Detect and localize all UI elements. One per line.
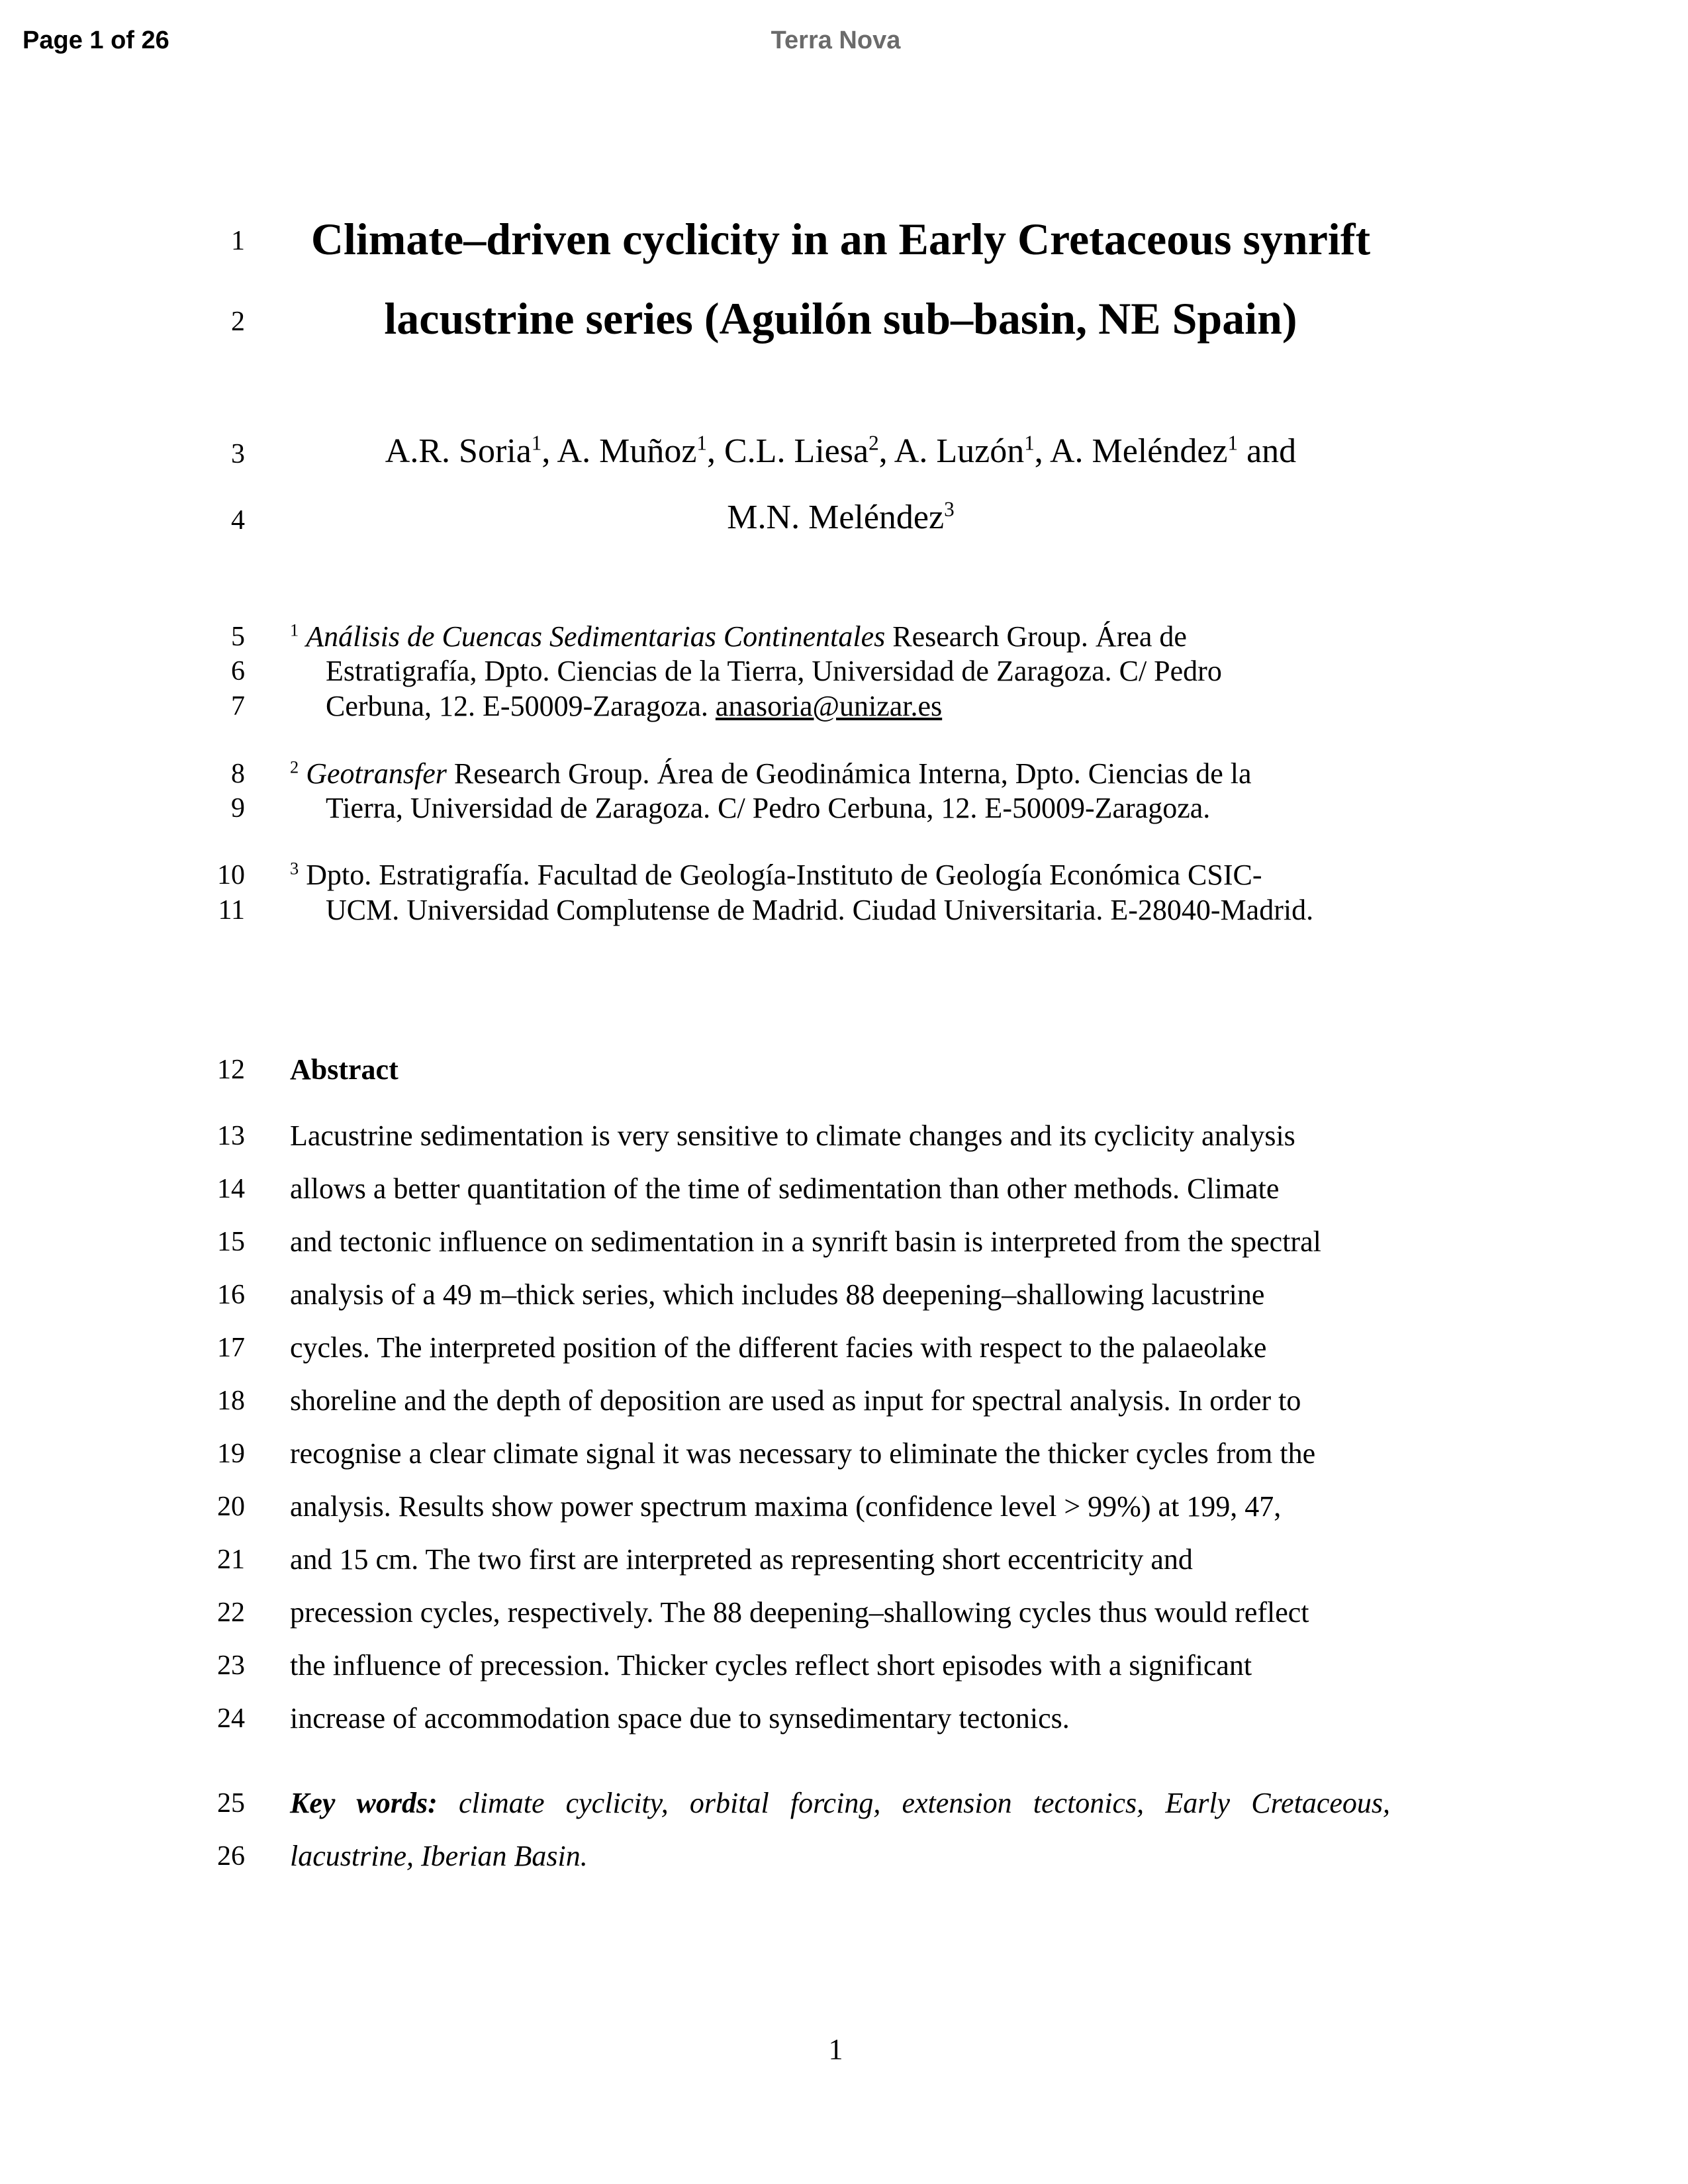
abstract-line: allows a better quantitation of the time of sedimentation than other methods. Climate [290,1172,1280,1205]
conjunction: and [1238,432,1297,470]
line-number: 25 [217,1788,245,1819]
line-number: 23 [217,1650,245,1681]
line-number: 22 [217,1597,245,1628]
line-number: 21 [217,1544,245,1575]
line-number: 26 [217,1841,245,1872]
abstract-line: cycles. The interpreted position of the different facies with respect to the palaeolake [290,1331,1267,1364]
separator: , [541,432,557,470]
line-number: 15 [217,1227,245,1257]
keywords-label: Key words: [290,1787,438,1819]
affiliation-mark: 3 [944,497,955,521]
title-line-2: lacustrine series (Aguilón sub–basin, NE Spain) [384,293,1297,344]
affiliation-1-line: Estratigrafía, Dpto. Ciencias de la Tierra, Universidad de Zaragoza. C/ Pedro [326,655,1222,687]
affiliation-mark: 1 [1024,431,1035,455]
authors-line-2 [285,498,1397,537]
affiliation-mark: 2 [290,757,299,777]
group-name: Geotransfer [306,757,447,790]
line-number: 6 [231,656,245,687]
separator: , [707,432,724,470]
line-number: 16 [217,1280,245,1310]
abstract-line: precession cycles, respectively. The 88 deepening–shallowing cycles thus would reflect [290,1596,1309,1629]
abstract-line: analysis of a 49 m–thick series, which includes 88 deepening–shallowing lacustrine [290,1278,1265,1311]
line-number: 9 [231,793,245,824]
page-indicator: Page 1 of 26 [23,26,169,54]
affiliation-3-line [290,858,1262,892]
affiliation-mark: 1 [1227,431,1239,455]
authors-line-1 [285,432,1397,471]
author-name: A. Luzón [894,432,1025,470]
separator: , [1034,432,1050,470]
line-number: 24 [217,1703,245,1734]
affiliation-text: Research Group. Área de Geodinámica Interna, Dpto. Ciencias de la [446,757,1252,790]
line-number: 14 [217,1174,245,1204]
abstract-line: increase of accommodation space due to synsedimentary tectonics. [290,1702,1070,1734]
abstract-line: Lacustrine sedimentation is very sensitive to climate changes and its cyclicity analysis [290,1119,1295,1152]
email-link[interactable]: anasoria@unizar.es [715,690,943,722]
keywords-text: climate cyclicity, orbital forcing, extension tectonics, Early Cretaceous, [437,1787,1390,1819]
affiliation-mark: 3 [290,858,299,878]
line-number: 12 [217,1055,245,1085]
affiliation-text: Dpto. Estratigrafía. Facultad de Geología-Instituto de Geología Económica CSIC- [306,859,1262,891]
title-line-1: Climate–driven cyclicity in an Early Cretaceous synrift [310,214,1371,264]
affiliation-2-line: Tierra, Universidad de Zaragoza. C/ Pedro Cerbuna, 12. E-50009-Zaragoza. [326,792,1211,824]
page-number: 1 [828,2033,843,2065]
affiliation-mark: 2 [868,431,879,455]
line-number: 11 [218,895,245,926]
journal-name: Terra Nova [771,26,901,54]
abstract-heading: Abstract [290,1053,399,1086]
line-number: 2 [231,307,245,337]
abstract-line: and tectonic influence on sedimentation in a synrift basin is interpreted from the spectral [290,1225,1321,1258]
author-name: M.N. Meléndez [727,499,945,536]
line-number: 13 [217,1121,245,1151]
affiliation-text: Research Group. Área de [885,620,1187,653]
abstract-line: the influence of precession. Thicker cycles reflect short episodes with a significant [290,1649,1252,1682]
line-number: 18 [217,1386,245,1416]
line-number: 4 [231,505,245,536]
line-number: 1 [231,226,245,256]
affiliation-mark: 1 [531,431,542,455]
abstract-line: recognise a clear climate signal it was necessary to eliminate the thicker cycles from the [290,1437,1316,1470]
author-name: A. Meléndez [1049,432,1228,470]
line-number: 17 [217,1333,245,1363]
affiliation-mark: 1 [696,431,707,455]
abstract-line: and 15 cm. The two first are interpreted as representing short eccentricity and [290,1543,1193,1576]
author-name: C.L. Liesa [724,432,869,470]
line-number: 20 [217,1492,245,1522]
affiliation-3-line: UCM. Universidad Complutense de Madrid. Ciudad Universitaria. E-28040-Madrid. [326,894,1314,926]
keywords-line [290,1786,1390,1820]
abstract-line: shoreline and the depth of deposition are used as input for spectral analysis. In order to [290,1384,1301,1417]
line-number: 3 [231,439,245,469]
line-number: 7 [231,691,245,722]
keywords-line: lacustrine, Iberian Basin. [290,1840,588,1872]
affiliation-2-line [290,757,1252,790]
author-name: A.R. Soria [385,432,532,470]
affiliation-text: Cerbuna, 12. E-50009-Zaragoza. [326,690,716,722]
line-number: 19 [217,1439,245,1469]
separator: , [878,432,894,470]
affiliation-1-line [290,620,1187,653]
affiliation-mark: 1 [290,620,299,640]
abstract-line: analysis. Results show power spectrum maxima (confidence level > 99%) at 199, 47, [290,1490,1282,1523]
line-number: 8 [231,759,245,789]
affiliation-1-line [326,689,942,723]
line-number: 10 [217,860,245,890]
author-name: A. Muñoz [557,432,697,470]
line-number: 5 [231,622,245,652]
group-name: Análisis de Cuencas Sedimentarias Continentales [306,620,886,653]
